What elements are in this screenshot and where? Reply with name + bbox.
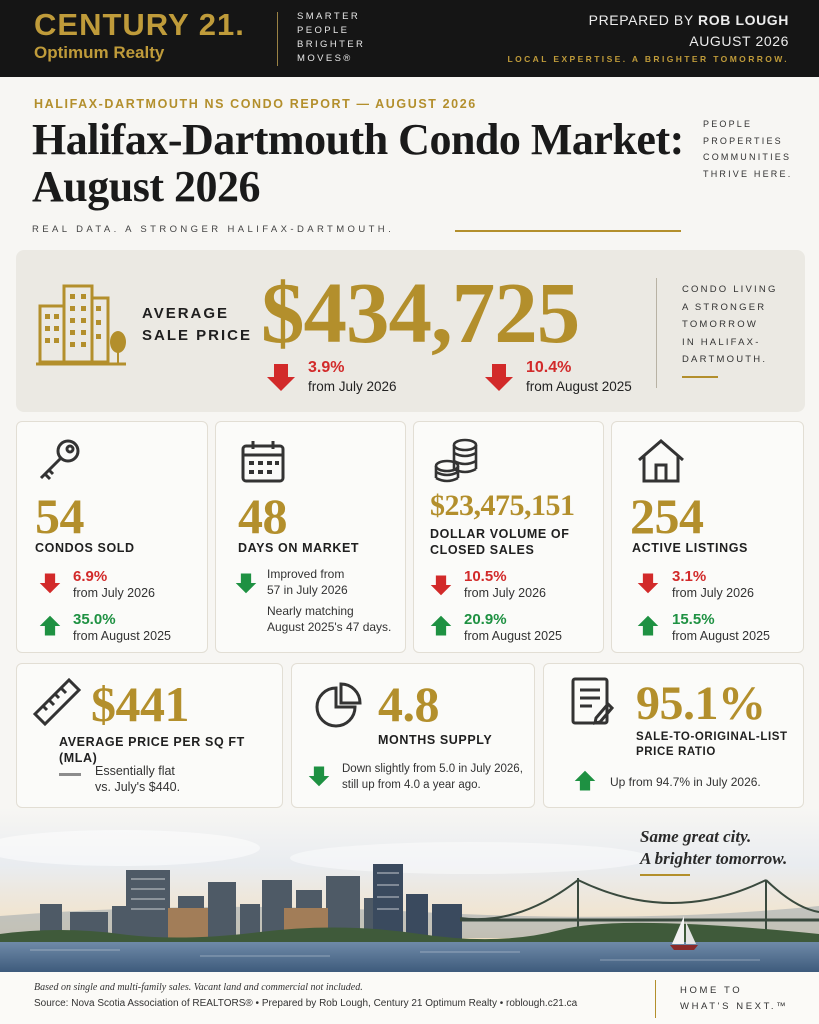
days-on-market-comparison	[267, 603, 391, 635]
flat-dash-icon	[59, 773, 81, 776]
brand-tagline	[297, 10, 365, 66]
change-percent: 3.9%	[308, 359, 345, 376]
arrow-down-icon	[637, 572, 659, 594]
change-period: from August 2025	[672, 629, 770, 643]
months-supply-label: MONTHS SUPPLY	[378, 733, 493, 747]
average-sale-price-value: $434,725	[261, 264, 580, 361]
sale-to-list-note: Up from 94.7% in July 2026.	[610, 775, 761, 789]
arrow-up-icon	[574, 770, 596, 792]
house-icon	[636, 438, 686, 484]
report-date: AUGUST 2026	[689, 33, 789, 49]
hero-motto	[682, 281, 778, 369]
condos-sold-card	[16, 421, 208, 653]
months-supply-note	[342, 761, 523, 793]
coins-icon	[432, 436, 482, 486]
hero-motto-line: A STRONGER	[682, 301, 767, 313]
footer-source: Source: Nova Scotia Association of REALTORS® • Prepared by Rob Lough, Century 21 Optimum Realty • roblough.c21.ca	[34, 998, 578, 1009]
side-motto-line: COMMUNITIES	[703, 152, 792, 162]
title-line: Halifax-Dartmouth Condo Market:	[32, 115, 684, 164]
dollar-volume-value: $23,475,151	[430, 489, 575, 522]
footer-motto-line: WHAT'S NEXT.™	[680, 1001, 789, 1012]
label-line: SALE-TO-ORIGINAL-LIST	[636, 731, 788, 743]
arrow-down-icon	[484, 362, 514, 392]
change-period: from July 2026	[672, 586, 754, 600]
change-period: from July 2026	[308, 379, 397, 394]
pie-chart-icon	[314, 682, 362, 730]
arrow-down-icon	[308, 765, 330, 787]
condos-sold-value: 54	[35, 488, 84, 544]
hero-motto-line: CONDO LIVING	[682, 284, 778, 295]
skyline-slogan	[640, 826, 787, 870]
price-per-sqft-label: AVERAGE PRICE PER SQ FT (MLA)	[59, 735, 245, 765]
months-supply-value: 4.8	[378, 676, 439, 732]
change-period: from August 2025	[73, 629, 171, 643]
average-sale-price-card	[16, 250, 805, 412]
change-period: from July 2026	[73, 586, 155, 600]
change-percent: 6.9%	[73, 568, 108, 585]
change-percent: 10.5%	[464, 568, 507, 585]
note-line: still up from 4.0 a year ago.	[342, 779, 481, 791]
arrow-up-icon	[430, 615, 452, 637]
brand-name: CENTURY 21.	[34, 7, 245, 42]
footer-divider	[655, 980, 656, 1018]
footer-fine-print: Based on single and multi-family sales. Vacant land and commercial not included.	[34, 982, 363, 993]
price-per-sqft-card	[16, 663, 283, 808]
arrow-down-icon	[235, 572, 257, 594]
active-listings-label: ACTIVE LISTINGS	[632, 541, 748, 555]
dollar-volume-label	[430, 526, 569, 558]
days-on-market-label: DAYS ON MARKET	[238, 541, 360, 555]
price-per-sqft-value: $441	[91, 676, 189, 732]
label-line: CLOSED SALES	[430, 543, 535, 557]
key-icon	[35, 436, 85, 486]
top-header-bar	[0, 0, 819, 77]
note-line: Nearly matching	[267, 604, 354, 618]
days-on-market-value: 48	[238, 488, 287, 544]
note-line: vs. July's $440.	[95, 780, 181, 794]
side-motto	[703, 116, 792, 182]
arrow-down-icon	[39, 572, 61, 594]
slogan-line: A brighter tomorrow.	[640, 849, 788, 868]
arrow-up-icon	[637, 615, 659, 637]
side-motto-line: PEOPLE	[703, 119, 753, 129]
change-percent: 3.1%	[672, 568, 707, 585]
hero-motto-line: IN HALIFAX-	[682, 336, 761, 348]
preparer-name: ROB LOUGH	[698, 12, 789, 28]
slogan-line: Same great city.	[640, 827, 752, 846]
dollar-volume-card	[413, 421, 604, 653]
tagline-line: PEOPLE	[297, 25, 350, 36]
hero-label-line: SALE PRICE	[142, 327, 253, 344]
slogan-rule	[640, 874, 690, 876]
change-percent: 20.9%	[464, 611, 507, 628]
tagline-line: MOVES®	[297, 53, 353, 64]
calendar-icon	[240, 440, 286, 484]
arrow-down-icon	[430, 574, 452, 596]
days-on-market-note	[267, 566, 348, 598]
ruler-icon	[31, 676, 83, 728]
change-period: from August 2025	[464, 629, 562, 643]
change-percent: 10.4%	[526, 359, 572, 376]
sale-to-list-card	[543, 663, 804, 808]
prepared-by	[589, 10, 789, 52]
price-per-sqft-note	[95, 763, 180, 795]
active-listings-card	[611, 421, 804, 653]
side-motto-line: PROPERTIES	[703, 135, 783, 146]
hero-motto-line: DARTMOUTH.	[682, 354, 768, 365]
hero-label	[142, 303, 252, 347]
active-listings-value: 254	[630, 488, 704, 544]
change-period: from July 2026	[464, 586, 546, 600]
sale-to-list-value: 95.1%	[636, 677, 766, 730]
side-motto-line: THRIVE HERE.	[703, 168, 793, 179]
months-supply-card	[291, 663, 535, 808]
header-divider	[277, 12, 278, 66]
subtitle-line: REAL DATA. A STRONGER HALIFAX-DARTMOUTH.	[32, 224, 395, 235]
note-line: Improved from	[267, 567, 345, 581]
arrow-down-icon	[266, 362, 296, 392]
arrow-up-icon	[39, 615, 61, 637]
sale-to-list-label	[636, 730, 788, 760]
note-line: Down slightly from 5.0 in July 2026,	[342, 763, 523, 775]
hero-motto-rule	[682, 376, 718, 378]
note-line: 57 in July 2026	[267, 583, 348, 597]
change-percent: 35.0%	[73, 611, 116, 628]
tagline-line: SMARTER	[297, 11, 361, 22]
monthly-change	[308, 358, 397, 396]
title-line: August 2026	[32, 162, 260, 211]
days-on-market-card	[215, 421, 406, 653]
note-line: August 2025's 47 days.	[267, 620, 392, 634]
header-motto: LOCAL EXPERTISE. A BRIGHTER TOMORROW.	[507, 54, 789, 64]
hero-motto-line: TOMORROW	[682, 319, 759, 330]
condo-building-icon	[34, 276, 129, 371]
footer-motto	[680, 983, 788, 1015]
change-percent: 15.5%	[672, 611, 715, 628]
report-label: HALIFAX-DARTMOUTH NS CONDO REPORT — AUGUST 2026	[34, 97, 477, 111]
change-period: from August 2025	[526, 379, 632, 394]
yearly-change	[526, 358, 632, 396]
footer-motto-line: HOME TO	[680, 985, 743, 996]
document-icon	[570, 676, 614, 728]
page-title	[32, 116, 702, 210]
note-line: Essentially flat	[95, 764, 175, 778]
condos-sold-label: CONDOS SOLD	[35, 541, 135, 555]
brand-subtitle: Optimum Realty	[34, 43, 165, 62]
tagline-line: BRIGHTER	[297, 39, 366, 50]
hero-divider	[656, 278, 657, 388]
label-line: DOLLAR VOLUME OF	[430, 527, 570, 541]
prepared-prefix: PREPARED BY	[588, 12, 694, 28]
label-line: PRICE RATIO	[636, 746, 716, 758]
subtitle-rule	[455, 230, 681, 232]
hero-label-line: AVERAGE	[142, 305, 230, 322]
brand-logo	[34, 8, 245, 63]
